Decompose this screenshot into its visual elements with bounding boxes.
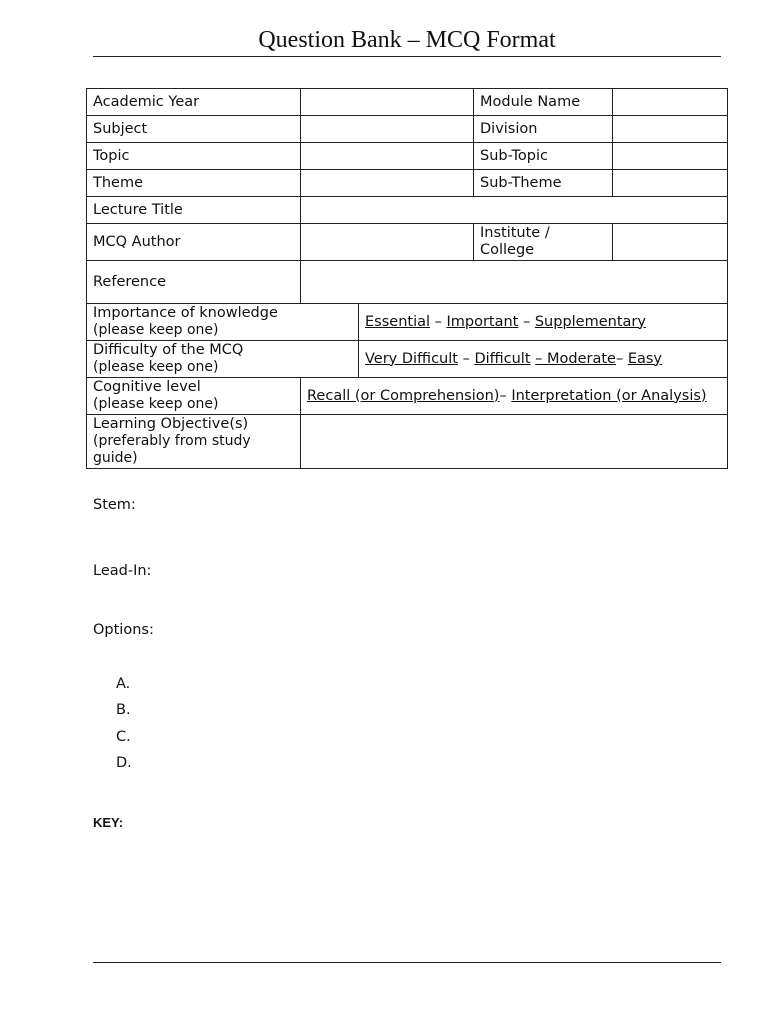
option-essential[interactable]: Essential [365, 313, 431, 330]
field-topic[interactable] [301, 143, 474, 170]
label-cognitive: Cognitive level [93, 379, 201, 395]
difficulty-cell [87, 341, 359, 378]
note-cognitive: (please keep one) [93, 396, 219, 412]
option-difficult[interactable]: Difficult [474, 350, 531, 367]
label-lecture-title: Lecture Title [87, 197, 301, 224]
cognitive-cell [87, 378, 301, 415]
label-academic-year: Academic Year [87, 89, 301, 116]
table-row [87, 341, 728, 378]
label-importance: Importance of knowledge [93, 305, 278, 321]
option-recall[interactable]: Recall (or Comprehension) [307, 387, 500, 404]
option-b: B. [116, 702, 131, 718]
field-lecture-title[interactable] [301, 197, 728, 224]
option-important[interactable]: Important [446, 313, 519, 330]
note-importance: (please keep one) [93, 322, 219, 338]
importance-options: Essential – Important – Supplementary [359, 304, 728, 341]
stem-label: Stem: [93, 497, 136, 513]
option-easy[interactable]: Easy [627, 350, 663, 367]
field-academic-year[interactable] [301, 89, 474, 116]
option-supplementary[interactable]: Supplementary [534, 313, 646, 330]
cognitive-options: Recall (or Comprehension)– Interpretation (or Analysis) [301, 378, 728, 415]
table-row [87, 197, 728, 224]
option-interpretation[interactable]: Interpretation (or Analysis) [511, 387, 707, 404]
label-subject: Subject [87, 116, 301, 143]
option-very-difficult[interactable]: Very Difficult [365, 350, 458, 367]
table-row [87, 116, 728, 143]
option-moderate[interactable]: – Moderate [535, 350, 616, 367]
label-institute: Institute / College [474, 224, 613, 261]
table-row [87, 304, 728, 341]
header-rule [93, 56, 721, 57]
label-division: Division [474, 116, 613, 143]
label-objective: Learning Objective(s) [93, 416, 249, 432]
field-division[interactable] [613, 116, 728, 143]
objective-cell [87, 415, 301, 469]
label-difficulty: Difficulty of the MCQ [93, 342, 244, 358]
table-row [87, 415, 728, 469]
field-sub-theme[interactable] [613, 170, 728, 197]
lead-in-label: Lead-In: [93, 563, 152, 579]
label-theme: Theme [87, 170, 301, 197]
label-mcq-author: MCQ Author [87, 224, 301, 261]
options-label: Options: [93, 622, 154, 638]
field-subject[interactable] [301, 116, 474, 143]
field-mcq-author[interactable] [301, 224, 474, 261]
table-row [87, 224, 728, 261]
label-reference: Reference [87, 261, 301, 304]
table-row [87, 261, 728, 304]
field-module-name[interactable] [613, 89, 728, 116]
mcq-info-table [86, 88, 728, 469]
option-d: D. [116, 755, 132, 771]
field-institute[interactable] [613, 224, 728, 261]
field-reference[interactable] [301, 261, 728, 304]
table-row [87, 143, 728, 170]
label-sub-theme: Sub-Theme [474, 170, 613, 197]
difficulty-options: Very Difficult – Difficult – Moderate– Easy [359, 341, 728, 378]
key-label: KEY: [93, 815, 124, 830]
option-c: C. [116, 729, 131, 745]
label-topic: Topic [87, 143, 301, 170]
option-a: A. [116, 676, 131, 692]
table-row [87, 89, 728, 116]
note-objective: (preferably from study guide) [93, 433, 251, 466]
field-sub-topic[interactable] [613, 143, 728, 170]
label-module-name: Module Name [474, 89, 613, 116]
note-difficulty: (please keep one) [93, 359, 219, 375]
table-row [87, 170, 728, 197]
label-sub-topic: Sub-Topic [474, 143, 613, 170]
page-title: Question Bank – MCQ Format [258, 27, 556, 53]
field-objective[interactable] [301, 415, 728, 469]
footer-rule [93, 962, 721, 963]
importance-cell [87, 304, 359, 341]
table-row [87, 378, 728, 415]
field-theme[interactable] [301, 170, 474, 197]
